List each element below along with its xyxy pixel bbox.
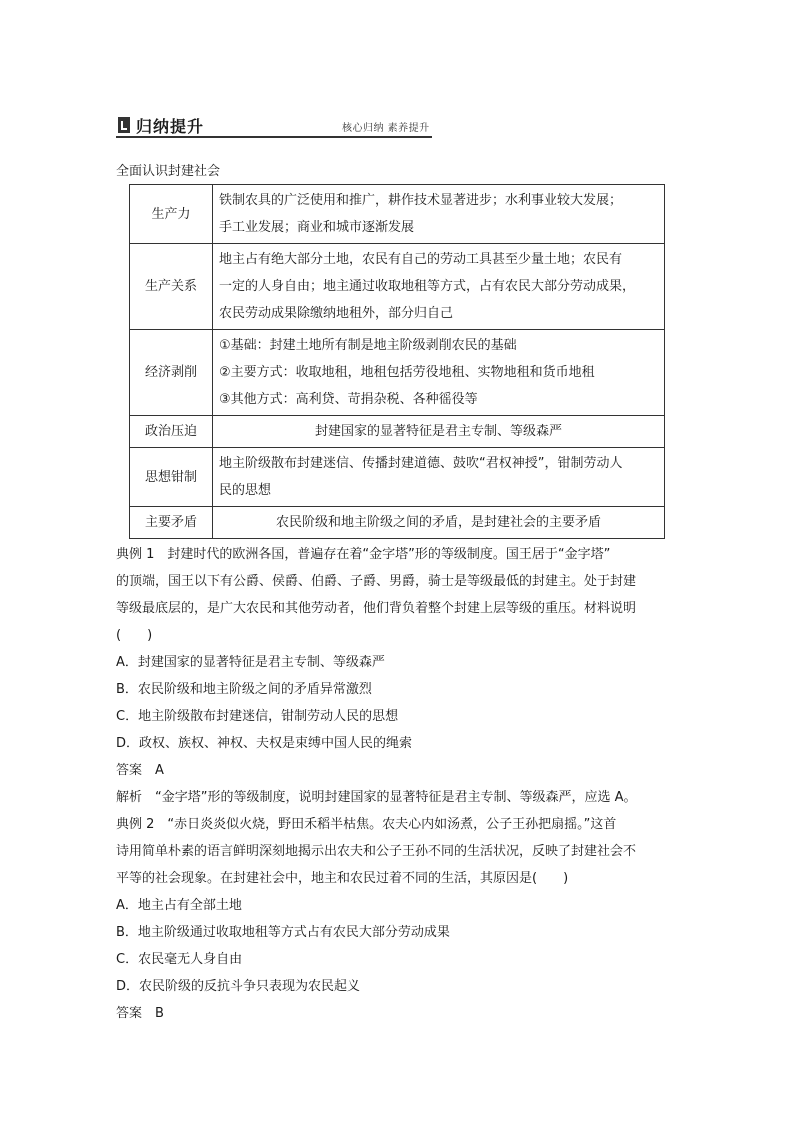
answer-option: D．农民阶级的反抗斗争只表现为农民起义 bbox=[116, 979, 361, 994]
row-line: 民的思想 bbox=[219, 483, 272, 498]
question-line: 典例 1 封建时代的欧洲各国，普遍存在着“金字塔”形的等级制度。国王居于“金字塔” bbox=[116, 547, 611, 562]
table-row bbox=[130, 507, 665, 539]
header-underline bbox=[116, 136, 432, 138]
section-badge-icon bbox=[116, 116, 132, 134]
row-line: 铁制农具的广泛使用和推广，耕作技术显著进步；水利事业较大发展； bbox=[219, 193, 623, 208]
answer-option: A．封建国家的显著特征是君主专制、等级森严 bbox=[116, 655, 385, 670]
summary-table bbox=[129, 184, 665, 539]
row-content bbox=[213, 330, 665, 416]
table-row bbox=[130, 244, 665, 330]
row-line: ③其他方式：高利贷、苛捐杂税、各种徭役等 bbox=[219, 392, 478, 407]
row-label: 主要矛盾 bbox=[130, 507, 213, 539]
section-header bbox=[116, 114, 678, 138]
question-line: 平等的社会现象。在封建社会中，地主和农民过着不同的生活，其原因是( ) bbox=[116, 871, 569, 886]
table-row bbox=[130, 416, 665, 448]
row-label: 经济剥削 bbox=[130, 330, 213, 416]
answer-option: B．地主阶级通过收取地租等方式占有农民大部分劳动成果 bbox=[116, 925, 450, 940]
row-label: 生产力 bbox=[130, 185, 213, 244]
row-line: ②主要方式：收取地租，地租包括劳役地租、实物地租和货币地租 bbox=[219, 365, 595, 380]
question-line: 等级最底层的，是广大农民和其他劳动者，他们背负着整个封建上层等级的重压。材料说明 bbox=[116, 601, 637, 616]
analysis-text: 解析 “金字塔”形的等级制度，说明封建国家的显著特征是君主专制、等级森严，应选 A。 bbox=[116, 790, 637, 805]
answer-option: D．政权、族权、神权、夫权是束缚中国人民的绳索 bbox=[116, 736, 413, 751]
row-line: 地主阶级散布封建迷信、传播封建道德、鼓吹“君权神授”，钳制劳动人 bbox=[219, 456, 623, 471]
question-line: 诗用简单朴素的语言鲜明深刻地揭示出农夫和公子王孙不同的生活状况，反映了封建社会不 bbox=[116, 844, 637, 859]
row-line: 封建国家的显著特征是君主专制、等级森严 bbox=[314, 424, 562, 439]
answer-option: C．地主阶级散布封建迷信，钳制劳动人民的思想 bbox=[116, 709, 399, 724]
row-content bbox=[213, 244, 665, 330]
row-line: ①基础：封建土地所有制是地主阶级剥削农民的基础 bbox=[219, 338, 517, 353]
table-row bbox=[130, 448, 665, 507]
row-line: 一定的人身自由；地主通过收取地租等方式，占有农民大部分劳动成果， bbox=[219, 279, 636, 294]
question-line: 的顶端，国王以下有公爵、侯爵、伯爵、子爵、男爵，骑士是等级最低的封建主。处于封建 bbox=[116, 574, 637, 589]
row-label: 政治压迫 bbox=[130, 416, 213, 448]
example-2 bbox=[116, 811, 678, 1027]
row-content bbox=[213, 185, 665, 244]
answer-option: C．农民毫无人身自由 bbox=[116, 952, 243, 967]
row-content bbox=[213, 416, 665, 448]
intro-heading: 全面认识封建社会 bbox=[116, 164, 221, 179]
question-line: ( ) bbox=[116, 628, 153, 643]
row-line: 农民劳动成果除缴纳地租外，部分归自己 bbox=[219, 306, 454, 321]
row-content bbox=[213, 507, 665, 539]
section-subtitle: 核心归纳 素养提升 bbox=[342, 123, 430, 134]
table-row bbox=[130, 330, 665, 416]
answer-key: 答案 B bbox=[116, 1006, 164, 1021]
row-line: 地主占有绝大部分土地，农民有自己的劳动工具甚至少量土地；农民有 bbox=[219, 252, 623, 267]
answer-key: 答案 A bbox=[116, 763, 164, 778]
row-line: 手工业发展；商业和城市逐渐发展 bbox=[219, 220, 415, 235]
example-1 bbox=[116, 541, 678, 811]
question-line: 典例 2 “赤日炎炎似火烧，野田禾稻半枯焦。农夫心内如汤煮，公子王孙把扇摇。”这首 bbox=[116, 817, 617, 832]
section-title: 归纳提升 bbox=[136, 117, 205, 136]
row-label: 生产关系 bbox=[130, 244, 213, 330]
answer-option: A．地主占有全部土地 bbox=[116, 898, 242, 913]
row-content bbox=[213, 448, 665, 507]
row-label: 思想钳制 bbox=[130, 448, 213, 507]
answer-option: B．农民阶级和地主阶级之间的矛盾异常激烈 bbox=[116, 682, 372, 697]
table-row bbox=[130, 185, 665, 244]
row-line: 农民阶级和地主阶级之间的矛盾，是封建社会的主要矛盾 bbox=[275, 515, 601, 530]
